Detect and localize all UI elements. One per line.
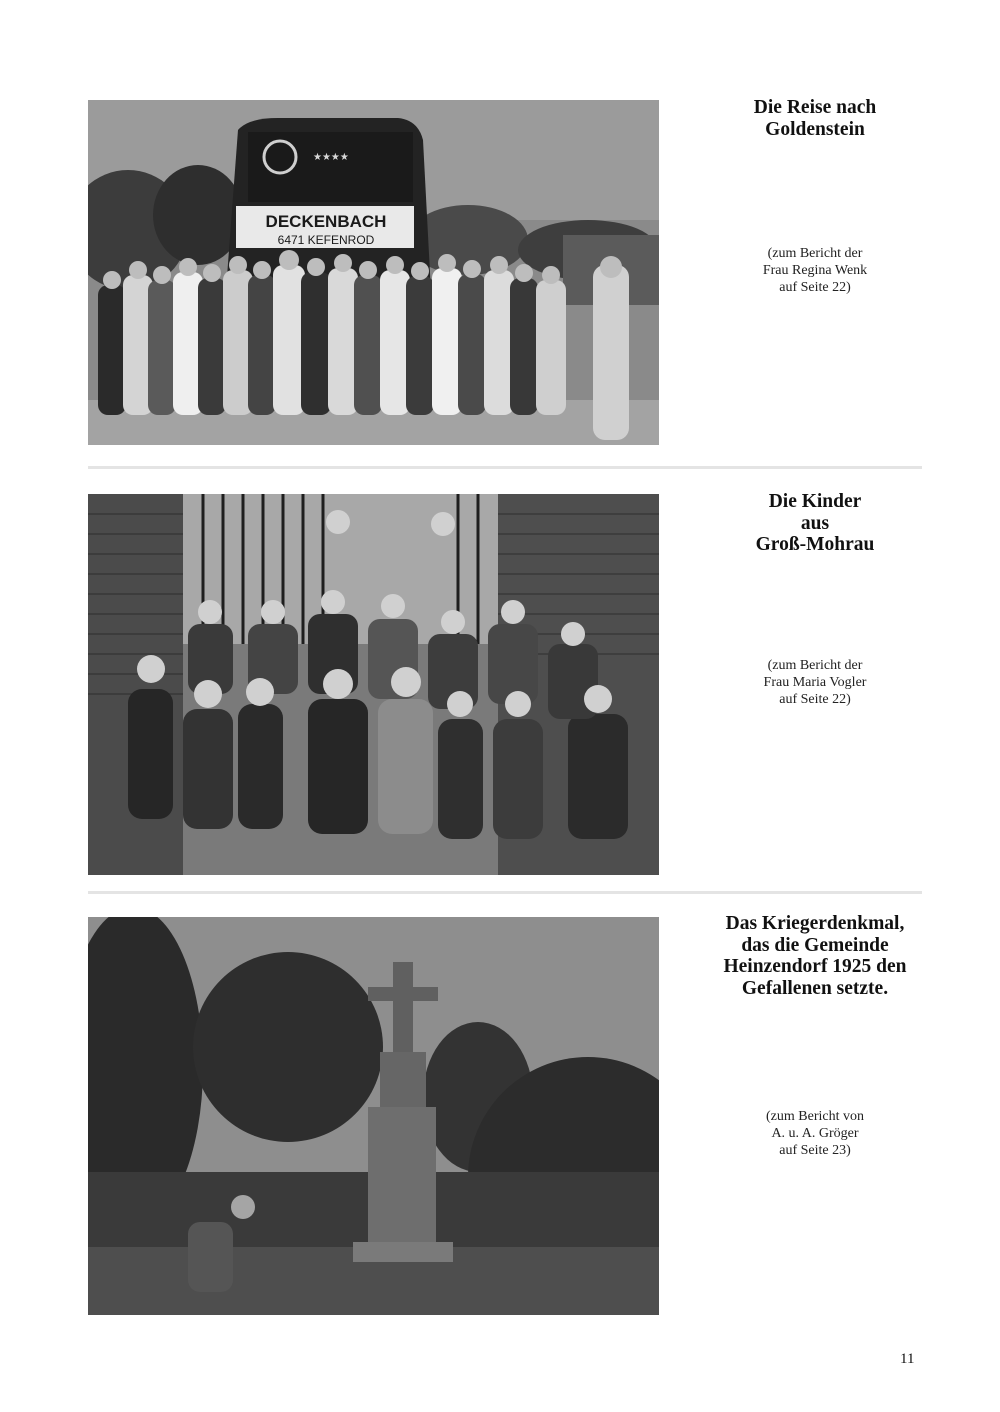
section-title: Die Reise nach Goldenstein: [753, 97, 877, 140]
report-reference: (zum Bericht der Frau Regina Wenk auf Seite 22): [762, 246, 868, 295]
section-title: Die Kinder aus Groß-Mohrau: [755, 491, 875, 555]
caption-war-memorial: [690, 913, 940, 1159]
bus-group-photo: [88, 100, 659, 445]
section-title: Das Kriegerdenkmal, das die Gemeinde Heinzendorf 1925 den Gefallenen setzte.: [723, 913, 907, 999]
caption-bus-trip: [690, 97, 940, 296]
section-divider: [88, 891, 922, 894]
report-reference: (zum Bericht von A. u. A. Gröger auf Seite 23): [766, 1109, 864, 1158]
bus-sign-line2: 6471 KEFENROD: [277, 233, 375, 247]
bus-sign-stars: ★★★★: [313, 152, 349, 163]
page-number: 11: [900, 1351, 915, 1367]
bus-sign-line1: DECKENBACH: [265, 212, 387, 231]
photo-war-memorial-icon: [88, 917, 659, 1315]
war-memorial-photo: [88, 917, 659, 1315]
caption-children: [690, 491, 940, 708]
photo-bus-group-icon: [88, 100, 659, 445]
section-divider: [88, 466, 922, 469]
children-group-photo: [88, 494, 659, 875]
report-reference: (zum Bericht der Frau Maria Vogler auf Seite 22): [763, 657, 867, 707]
photo-children-group-icon: [88, 494, 659, 875]
